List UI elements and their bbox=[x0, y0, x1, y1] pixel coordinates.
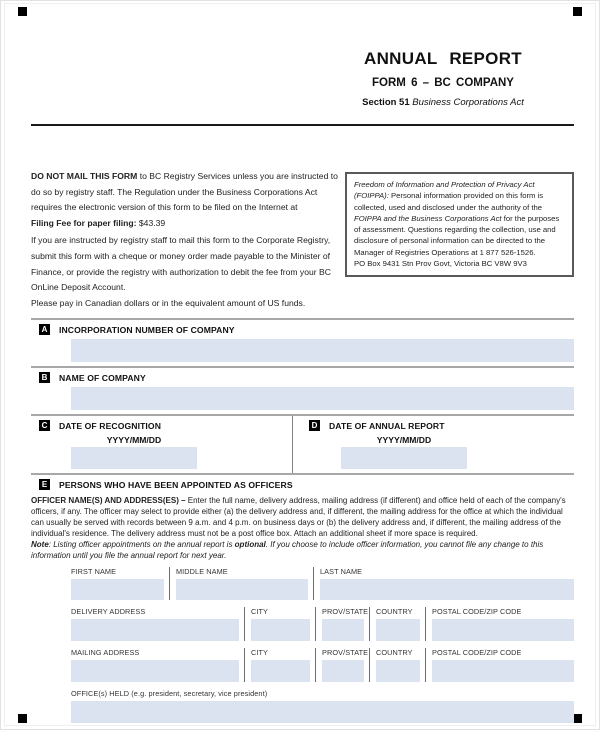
annual-report-date-format-label: YYYY/MM/DD bbox=[376, 435, 432, 446]
delivery-prov-input[interactable] bbox=[322, 619, 364, 641]
officers-section-label: PERSONS WHO HAVE BEEN APPOINTED AS OFFICERS bbox=[59, 479, 293, 490]
incorporation-number-label: INCORPORATION NUMBER OF COMPANY bbox=[59, 324, 235, 335]
privacy-notice-text: Freedom of Information and Protection of Privacy Act (FOIPPA): Personal information provided on this form is collected, used and disclosed under the authority of the FOIPPA and the Business Corporations Act for the purposes of assessment. Questions regarding the collection, use and disclosure of personal information can be directed to the Manager of Registries Operations at 1 877 526-1526. bbox=[354, 180, 560, 257]
privacy-notice-box bbox=[345, 172, 574, 277]
officer-instructions-text: OFFICER NAME(S) AND ADDRESS(ES) – Enter the full name, delivery address, mailing address (if different) and office held of each of the company's officers, if any. The officer may select to provide either (a) the delivery address and, if different, the mailing address for the office at which the individual can usually be served with records between 9 a.m. and 4 p.m. on business days or (b) the delivery address and, if different, the mailing address of the individual's residence. The delivery address must not be a post office box. Attach an additional sheet if more space is required. bbox=[31, 496, 566, 539]
mailing-address-cell bbox=[71, 648, 244, 682]
delivery-country-cell bbox=[369, 607, 425, 641]
delivery-city-input[interactable] bbox=[251, 619, 310, 641]
section-d bbox=[293, 416, 574, 473]
act-reference bbox=[312, 97, 574, 108]
registration-mark bbox=[573, 7, 582, 16]
last-name-cell bbox=[313, 567, 574, 600]
date-sections-row bbox=[31, 416, 574, 473]
act-name: Business Corporations Act bbox=[412, 97, 524, 108]
middle-name-input[interactable] bbox=[176, 579, 308, 600]
section-b-header bbox=[31, 368, 574, 386]
mailing-country-cell bbox=[369, 648, 425, 682]
mailing-prov-input[interactable] bbox=[322, 660, 364, 682]
section-b-badge: B bbox=[39, 372, 50, 383]
date-of-annual-report-label: DATE OF ANNUAL REPORT bbox=[329, 420, 445, 431]
officer-name-row bbox=[71, 567, 574, 600]
section-a-badge: A bbox=[39, 324, 50, 335]
section-c-header bbox=[31, 416, 292, 434]
delivery-city-label: CITY bbox=[251, 607, 269, 617]
delivery-country-input[interactable] bbox=[376, 619, 420, 641]
delivery-address-input[interactable] bbox=[71, 619, 239, 641]
filing-fee-text: Filing Fee for paper filing: $43.39 bbox=[31, 217, 166, 228]
mailing-city-input[interactable] bbox=[251, 660, 310, 682]
incorporation-number-input[interactable] bbox=[71, 339, 574, 362]
mailing-address-row bbox=[71, 648, 574, 682]
mailing-prov-cell bbox=[315, 648, 369, 682]
middle-name-cell bbox=[169, 567, 313, 600]
officer-table bbox=[71, 567, 574, 723]
registration-mark bbox=[18, 7, 27, 16]
delivery-postal-cell bbox=[425, 607, 574, 641]
mailing-postal-label: POSTAL CODE/ZIP CODE bbox=[432, 648, 522, 658]
office-held-label: OFFICE(s) HELD (e.g. president, secretary, vice president) bbox=[71, 689, 268, 699]
mailing-city-cell bbox=[244, 648, 315, 682]
recognition-date-format-label: YYYY/MM/DD bbox=[106, 435, 162, 446]
delivery-country-label: COUNTRY bbox=[376, 607, 413, 617]
mailing-instructions bbox=[31, 169, 339, 311]
office-held-input[interactable] bbox=[71, 701, 574, 723]
delivery-city-cell bbox=[244, 607, 315, 641]
delivery-postal-label: POSTAL CODE/ZIP CODE bbox=[432, 607, 522, 617]
header-divider bbox=[31, 124, 574, 126]
form-header bbox=[312, 49, 574, 108]
form-number: FORM 6 – BC COMPANY bbox=[372, 77, 514, 89]
mailing-country-input[interactable] bbox=[376, 660, 420, 682]
mailing-country-label: COUNTRY bbox=[376, 648, 413, 658]
payment-instructions-text: If you are instructed by registry staff to mail this form to the Corporate Registry, submit this form with a cheque or money order made payable to the Minister of Finance, or provide the registry with authorization to debit the fee from your BC OnLine Deposit Account. bbox=[31, 235, 331, 293]
company-name-label: NAME OF COMPANY bbox=[59, 372, 146, 383]
mailing-prov-label: PROV/STATE bbox=[322, 648, 369, 658]
delivery-address-row bbox=[71, 607, 574, 641]
first-name-input[interactable] bbox=[71, 579, 164, 600]
mailing-address-input[interactable] bbox=[71, 660, 239, 682]
section-d-header bbox=[301, 416, 574, 434]
date-of-recognition-label: DATE OF RECOGNITION bbox=[59, 420, 161, 431]
section-d-badge: D bbox=[309, 420, 320, 431]
delivery-prov-label: PROV/STATE bbox=[322, 607, 369, 617]
mailing-postal-cell bbox=[425, 648, 574, 682]
section-a-header bbox=[31, 320, 574, 338]
registration-mark bbox=[573, 714, 582, 723]
delivery-prov-cell bbox=[315, 607, 369, 641]
first-name-cell bbox=[71, 567, 169, 600]
mailing-postal-input[interactable] bbox=[432, 660, 574, 682]
section-c-badge: C bbox=[39, 420, 50, 431]
mailing-city-label: CITY bbox=[251, 648, 269, 658]
middle-name-label: MIDDLE NAME bbox=[176, 567, 228, 577]
section-e-badge: E bbox=[39, 479, 50, 490]
delivery-address-cell bbox=[71, 607, 244, 641]
company-name-input[interactable] bbox=[71, 387, 574, 410]
privacy-address-text: PO Box 9431 Stn Prov Govt, Victoria BC V8W 9V3 bbox=[354, 259, 527, 269]
last-name-input[interactable] bbox=[320, 579, 574, 600]
section-e-header bbox=[31, 475, 574, 493]
date-of-annual-report-input[interactable] bbox=[341, 447, 467, 469]
currency-note-text: Please pay in Canadian dollars or in the equivalent amount of US funds. bbox=[31, 297, 306, 308]
last-name-label: LAST NAME bbox=[320, 567, 363, 577]
delivery-address-label: DELIVERY ADDRESS bbox=[71, 607, 146, 617]
first-name-label: FIRST NAME bbox=[71, 567, 117, 577]
intro-section bbox=[31, 169, 574, 311]
date-of-recognition-input[interactable] bbox=[71, 447, 197, 469]
section-ref: Section 51 bbox=[362, 97, 410, 108]
delivery-postal-input[interactable] bbox=[432, 619, 574, 641]
registration-mark bbox=[18, 714, 27, 723]
section-c bbox=[31, 416, 293, 473]
do-not-mail-text: DO NOT MAIL THIS FORM to BC Registry Services unless you are instructed to do so by registry staff. The Regulation under the Business Corporations Act requires the electronic version of this form to be filed on the Internet at bbox=[31, 171, 338, 213]
mailing-address-label: MAILING ADDRESS bbox=[71, 648, 140, 658]
page-title: ANNUAL REPORT bbox=[364, 49, 522, 68]
office-held-row bbox=[71, 689, 574, 723]
officer-note-text: Note: Listing officer appointments on the annual report is optional. If you choose to include officer information, you cannot file any change to this information until you file the annual report for next year. bbox=[31, 540, 544, 561]
